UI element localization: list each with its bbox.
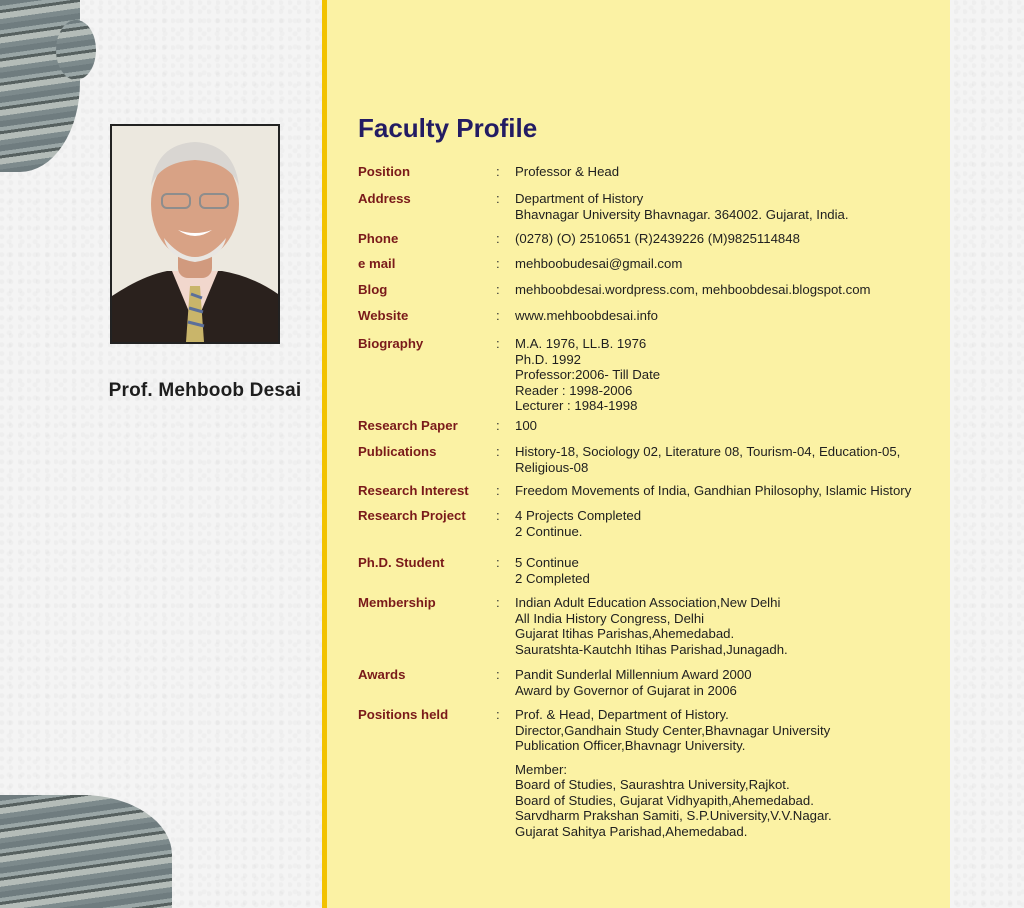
field-label: Awards: [358, 667, 406, 682]
field-value: [515, 707, 832, 839]
field-label: Research Paper: [358, 418, 458, 433]
field-value-line: Award by Governor of Gujarat in 2006: [515, 682, 737, 698]
field-value-line: www.mehboobdesai.info: [515, 308, 658, 323]
field-label: Membership: [358, 595, 436, 610]
field-value-line: Reader : 1998-2006: [515, 382, 633, 398]
field-value-line: Board of Studies, Saurashtra University,Rajkot.: [515, 777, 790, 792]
field-separator: :: [496, 256, 500, 271]
field-label: Ph.D. Student: [358, 555, 445, 570]
field-separator: :: [496, 595, 500, 610]
field-value: [515, 191, 849, 222]
field-label: e mail: [358, 256, 396, 271]
field-separator: :: [496, 418, 500, 433]
field-value: [515, 483, 911, 499]
field-value: [515, 595, 788, 657]
field-value-line: Pandit Sunderlal Millennium Award 2000: [515, 667, 752, 682]
field-value-line: Publication Officer,Bhavnagr University.: [515, 738, 746, 753]
field-label: Position: [358, 164, 411, 179]
field-separator: :: [496, 555, 500, 570]
field-label: Address: [358, 191, 411, 206]
field-separator: :: [496, 231, 500, 246]
field-value-line: Freedom Movements of India, Gandhian Philosophy, Islamic History: [515, 483, 912, 498]
field-value-line: M.A. 1976, LL.B. 1976: [515, 336, 647, 351]
field-value-line: Prof. & Head, Department of History.: [515, 707, 729, 722]
field-separator: :: [496, 444, 500, 459]
field-value-line: Director,Gandhain Study Center,Bhavnagar University: [515, 722, 831, 738]
field-value-line: Gujarat Sahitya Parishad,Ahemedabad.: [515, 823, 748, 839]
field-label: Positions held: [358, 707, 449, 722]
field-value-line: Sauratshta-Kautchh Itihas Parishad,Junagadh.: [515, 641, 788, 657]
field-value: [515, 667, 752, 698]
field-separator: :: [496, 282, 500, 297]
field-label: Research Project: [358, 508, 466, 523]
field-separator: :: [496, 191, 500, 206]
field-value: [515, 308, 658, 324]
field-value: [515, 256, 682, 272]
field-value-line: Member:: [515, 761, 568, 777]
field-value-line: Ph.D. 1992: [515, 351, 581, 367]
field-value-line: (0278) (O) 2510651 (R)2439226 (M)9825114848: [515, 231, 800, 246]
field-value-line: Gujarat Itihas Parishas,Ahemedabad.: [515, 626, 735, 641]
field-value-line: 100: [515, 418, 538, 433]
field-value-line: All India History Congress, Delhi: [515, 610, 705, 626]
field-separator: :: [496, 483, 500, 498]
field-value: [515, 336, 660, 414]
field-value: [515, 555, 590, 586]
field-value-line: Professor:2006- Till Date: [515, 367, 661, 382]
field-value-line: Indian Adult Education Association,New Delhi: [515, 595, 781, 610]
field-label: Website: [358, 308, 409, 323]
field-separator: :: [496, 508, 500, 523]
field-value-line: Sarvdharm Prakshan Samiti, S.P.University,V.V.Nagar.: [515, 808, 832, 823]
field-value-line: Professor & Head: [515, 164, 620, 179]
field-value-line: [515, 754, 832, 762]
field-label: Blog: [358, 282, 388, 297]
field-value: [515, 164, 619, 180]
field-value-line: Religious-08: [515, 459, 589, 475]
field-separator: :: [496, 308, 500, 323]
field-separator: :: [496, 336, 500, 351]
person-name: Prof. Mehboob Desai: [108, 380, 302, 401]
field-value-line: Lecturer : 1984-1998: [515, 398, 638, 413]
field-value: [515, 444, 900, 475]
page-title: Faculty Profile: [358, 113, 538, 143]
field-value-line: 5 Continue: [515, 555, 579, 570]
field-label: Phone: [358, 231, 399, 246]
field-value-line: mehboobudesai@gmail.com: [515, 256, 683, 271]
field-label: Research Interest: [358, 483, 469, 498]
field-value: [515, 508, 641, 539]
field-separator: :: [496, 667, 500, 682]
field-value-line: 2 Completed: [515, 570, 590, 586]
field-value: [515, 231, 800, 247]
field-separator: :: [496, 164, 500, 179]
field-value-line: Department of History: [515, 191, 644, 206]
profile-photo: [110, 124, 280, 344]
field-value: [515, 418, 537, 434]
field-value-line: History-18, Sociology 02, Literature 08, Tourism-04, Education-05,: [515, 444, 901, 459]
field-value-line: 4 Projects Completed: [515, 508, 642, 523]
field-value: [515, 282, 871, 298]
field-value-line: 2 Continue.: [515, 523, 583, 539]
field-value-line: Board of Studies, Gujarat Vidhyapith,Ahemedabad.: [515, 792, 814, 808]
field-label: Publications: [358, 444, 437, 459]
field-label: Biography: [358, 336, 424, 351]
field-value-line: Bhavnagar University Bhavnagar. 364002. Gujarat, India.: [515, 206, 849, 222]
field-value-line: mehboobdesai.wordpress.com, mehboobdesai.blogspot.com: [515, 282, 871, 297]
field-separator: :: [496, 707, 500, 722]
